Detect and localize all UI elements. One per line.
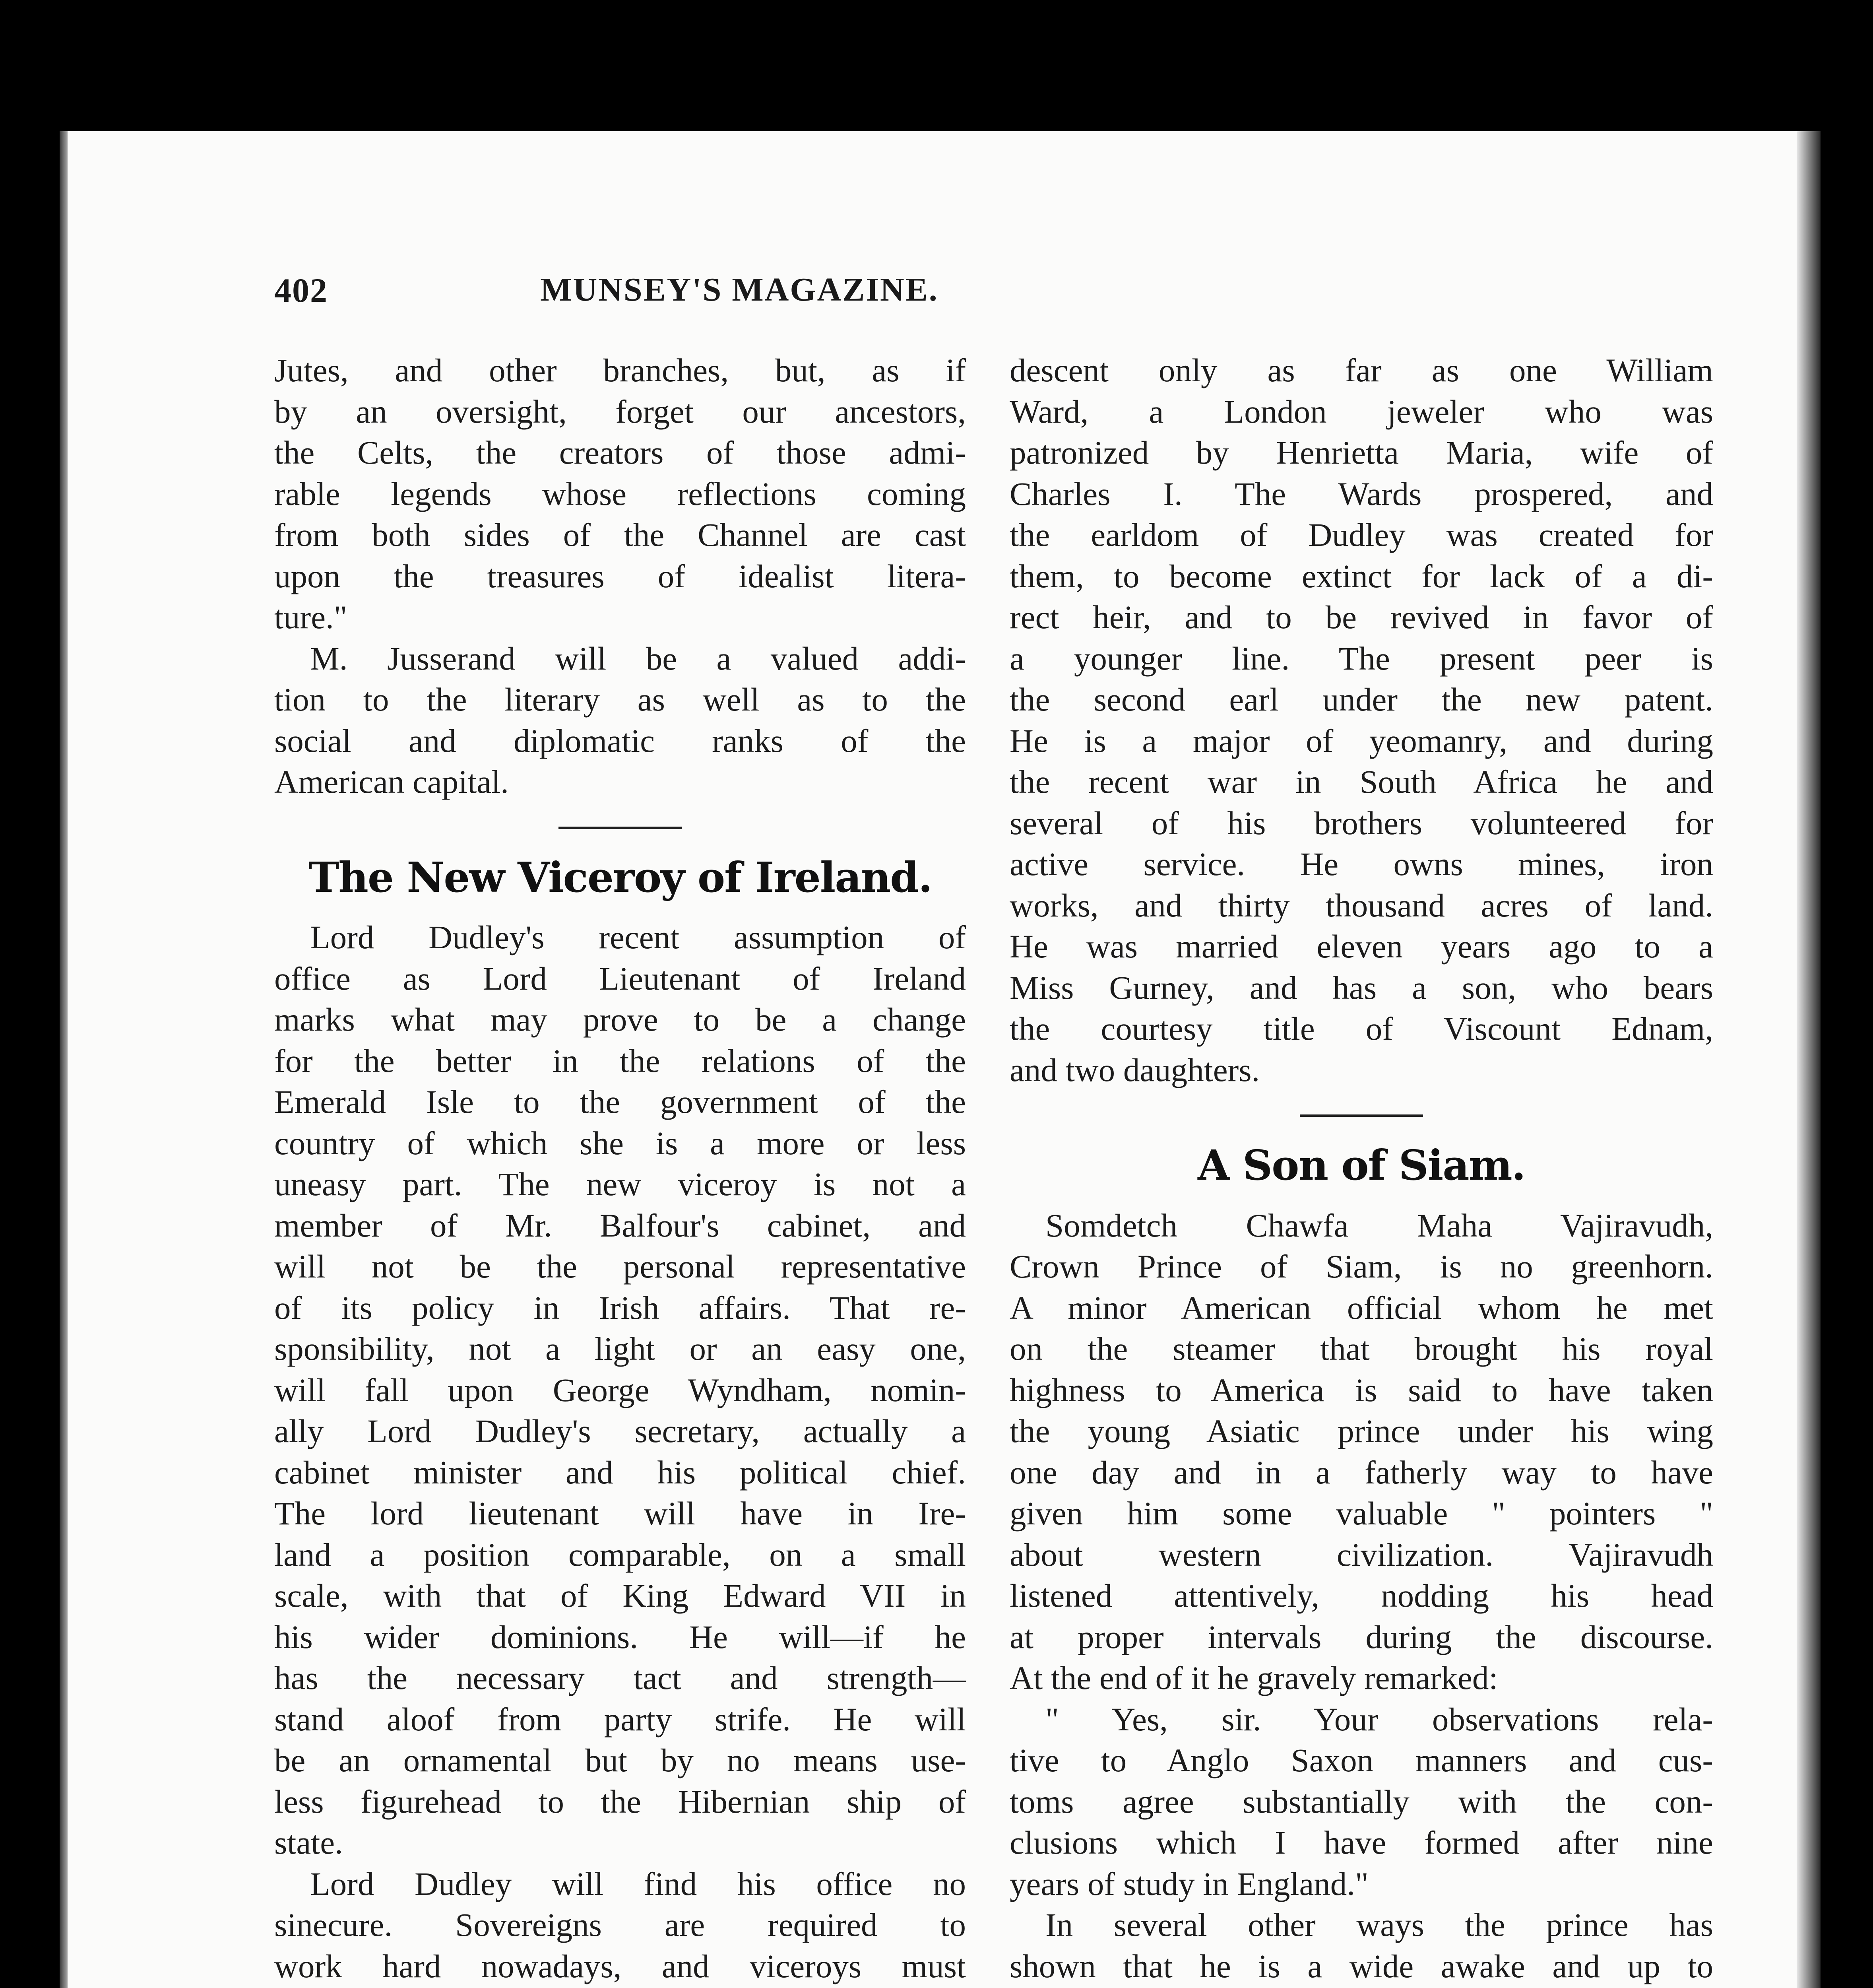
text-line: listened attentively, nodding his head xyxy=(1010,1577,1713,1614)
text-line: Ward, a London jeweler who was xyxy=(1010,393,1713,430)
page-header xyxy=(274,270,1204,318)
text-line: rect heir, and to be revived in favor of xyxy=(1010,599,1713,635)
text-line: sponsibility, not a light or an easy one, xyxy=(274,1330,966,1367)
text-line: scale, with that of King Edward VII in xyxy=(274,1577,966,1614)
text-line: be an ornamental but by no means use- xyxy=(274,1742,966,1778)
text-line: at proper intervals during the discourse. xyxy=(1010,1618,1713,1655)
text-line: the courtesy title of Viscount Ednam, xyxy=(1010,1010,1713,1047)
text-line: American capital. xyxy=(274,763,509,800)
text-line: given him some valuable " pointers " xyxy=(1010,1495,1713,1532)
text-line: stand aloof from party strife. He will xyxy=(274,1701,966,1738)
text-line: He is a major of yeomanry, and during xyxy=(1010,722,1713,759)
section-divider xyxy=(558,827,682,829)
text-line: land a position comparable, on a small xyxy=(274,1536,966,1573)
text-line: At the end of it he gravely remarked: xyxy=(1010,1660,1498,1696)
text-line: tion to the literary as well as to the xyxy=(274,681,966,718)
text-line: marks what may prove to be a change xyxy=(274,1001,966,1038)
text-line: Somdetch Chawfa Maha Vajiravudh, xyxy=(1045,1207,1713,1244)
running-title: MUNSEY'S MAGAZINE. xyxy=(540,271,938,308)
text-line: them, to become extinct for lack of a di- xyxy=(1010,557,1713,594)
text-line: cabinet minister and his political chief. xyxy=(274,1454,966,1491)
text-line: tive to Anglo Saxon manners and cus- xyxy=(1010,1742,1713,1778)
text-line: ture." xyxy=(274,599,347,635)
text-line: works, and thirty thousand acres of land. xyxy=(1010,887,1713,924)
text-line: the second earl under the new patent. xyxy=(1010,681,1713,718)
text-line: Jutes, and other branches, but, as if xyxy=(274,352,966,388)
text-line: rable legends whose reflections coming xyxy=(274,475,966,512)
text-line: the recent war in South Africa he and xyxy=(1010,763,1713,800)
text-line: a younger line. The present peer is xyxy=(1010,640,1713,677)
text-line: He was married eleven years ago to a xyxy=(1010,928,1713,965)
text-line: Lord Dudley's recent assumption of xyxy=(310,919,966,955)
intro-paragraph xyxy=(274,350,966,638)
text-line: descent only as far as one William xyxy=(1010,352,1713,388)
text-line: will fall upon George Wyndham, nomin- xyxy=(274,1371,966,1408)
siam-heading: A Son of Siam. xyxy=(1198,1141,1525,1190)
siam-paragraph-2 xyxy=(1010,1699,1713,1905)
text-line: In several other ways the prince has xyxy=(1045,1906,1713,1943)
text-line: Miss Gurney, and has a son, who bears xyxy=(1010,969,1713,1006)
viceroy-paragraph-2 xyxy=(274,1864,966,1988)
text-line: clusions which I have formed after nine xyxy=(1010,1824,1713,1861)
page-number: 402 xyxy=(274,271,328,309)
left-column xyxy=(274,350,966,1988)
siam-paragraph-3 xyxy=(1010,1905,1713,1988)
text-line: less figurehead to the Hibernian ship of xyxy=(274,1783,966,1820)
page-spine-shadow xyxy=(1797,131,1821,1988)
text-line: for the better in the relations of the xyxy=(274,1042,966,1079)
text-line: Crown Prince of Siam, is no greenhorn. xyxy=(1010,1248,1713,1285)
text-line: toms agree substantially with the con- xyxy=(1010,1783,1713,1820)
text-line: years of study in England." xyxy=(1010,1865,1369,1902)
text-line: social and diplomatic ranks of the xyxy=(274,722,966,759)
viceroy-heading: The New Viceroy of Ireland. xyxy=(308,852,932,902)
text-line: " Yes, sir. Your observations rela- xyxy=(1045,1701,1713,1738)
dudley-continuation xyxy=(1010,350,1713,1091)
viceroy-paragraph-1 xyxy=(274,917,966,1864)
text-line: Charles I. The Wards prospered, and xyxy=(1010,475,1713,512)
text-line: from both sides of the Channel are cast xyxy=(274,516,966,553)
text-line: sinecure. Sovereigns are required to xyxy=(274,1906,966,1943)
text-line: one day and in a fatherly way to have xyxy=(1010,1454,1713,1491)
text-line: upon the treasures of idealist litera- xyxy=(274,557,966,594)
jusserand-paragraph xyxy=(274,638,966,803)
text-line: has the necessary tact and strength— xyxy=(274,1660,966,1696)
text-line: about western civilization. Vajiravudh xyxy=(1010,1536,1713,1573)
right-column xyxy=(1010,350,1713,1988)
text-line: Lord Dudley will find his office no xyxy=(310,1865,966,1902)
text-line: the earldom of Dudley was created for xyxy=(1010,516,1713,553)
text-line: his wider dominions. He will—if he xyxy=(274,1618,966,1655)
text-line: several of his brothers volunteered for xyxy=(1010,804,1713,841)
text-line: will not be the personal representative xyxy=(274,1248,966,1285)
text-line: on the steamer that brought his royal xyxy=(1010,1330,1713,1367)
text-line: the young Asiatic prince under his wing xyxy=(1010,1413,1713,1449)
text-line: member of Mr. Balfour's cabinet, and xyxy=(274,1207,966,1244)
text-line: office as Lord Lieutenant of Ireland xyxy=(274,960,966,997)
text-line: A minor American official whom he met xyxy=(1010,1289,1713,1326)
text-line: work hard nowadays, and viceroys must xyxy=(274,1947,966,1984)
text-line: uneasy part. The new viceroy is not a xyxy=(274,1166,966,1202)
text-line: Emerald Isle to the government of the xyxy=(274,1083,966,1120)
text-line: by an oversight, forget our ancestors, xyxy=(274,393,966,430)
text-line: active service. He owns mines, iron xyxy=(1010,846,1713,882)
text-line: highness to America is said to have taken xyxy=(1010,1371,1713,1408)
text-line: the Celts, the creators of those admi- xyxy=(274,434,966,471)
text-line: M. Jusserand will be a valued addi- xyxy=(310,640,966,677)
text-line: ally Lord Dudley's secretary, actually a xyxy=(274,1413,966,1449)
text-line: and two daughters. xyxy=(1010,1051,1260,1088)
section-divider xyxy=(1300,1114,1423,1117)
text-line: The lord lieutenant will have in Ire- xyxy=(274,1495,966,1532)
text-line: state. xyxy=(274,1824,343,1861)
text-line: patronized by Henrietta Maria, wife of xyxy=(1010,434,1713,471)
siam-paragraph-1 xyxy=(1010,1205,1713,1699)
text-line: country of which she is a more or less xyxy=(274,1124,966,1161)
text-line: shown that he is a wide awake and up to xyxy=(1010,1947,1713,1984)
text-line: of its policy in Irish affairs. That re- xyxy=(274,1289,966,1326)
